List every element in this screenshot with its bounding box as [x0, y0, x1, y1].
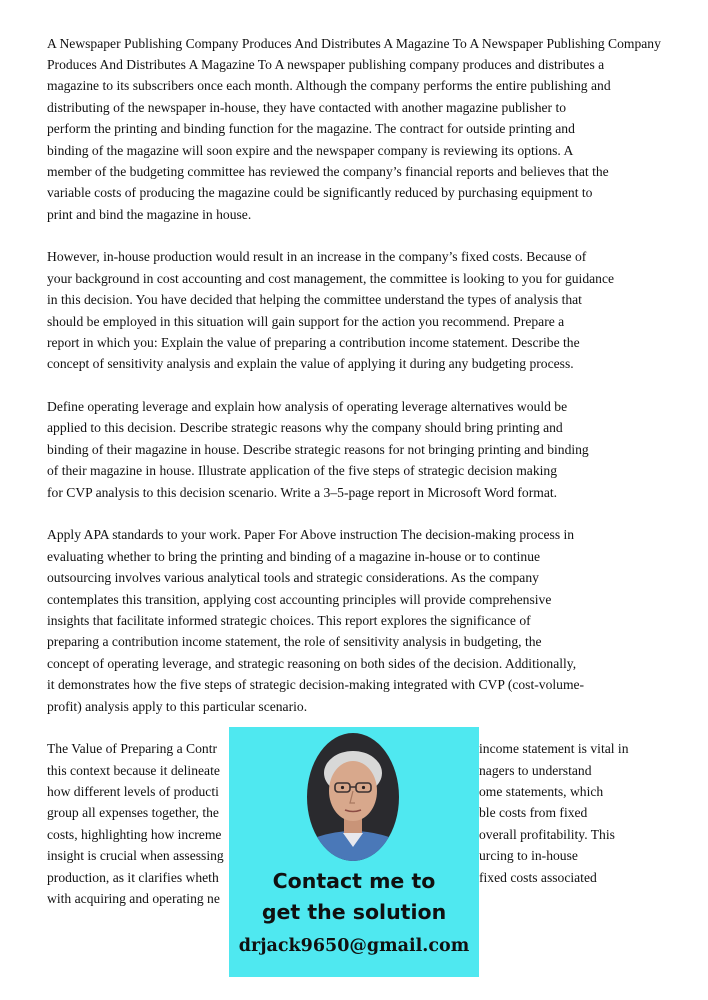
text-line: for CVP analysis to this decision scenario. Write a 3–5-page report in Microsoft Word format. [47, 485, 558, 500]
ad-heading-line1: Contact me to [272, 869, 436, 893]
text-line: Produces And Distributes A Magazine To A newspaper publishing company produces and distributes a [47, 57, 605, 72]
text-line: in this decision. You have decided that helping the committee understand the types of analysis that [47, 292, 582, 307]
text-line: evaluating whether to bring the printing and binding of a magazine in-house or to continue [47, 549, 541, 564]
text-line-right: urcing to in-house [479, 848, 578, 863]
text-line: concept of sensitivity analysis and explain the value of applying it during any budgeting process. [47, 356, 574, 371]
text-line: report in which you: Explain the value of preparing a contribution income statement. Describe the [47, 335, 580, 350]
text-line: it demonstrates how the five steps of strategic decision-making integrated with CVP (cost-volume- [47, 677, 585, 692]
text-line-right: ble costs from fixed [479, 805, 588, 820]
text-line: profit) analysis apply to this particular scenario. [47, 699, 308, 714]
text-line: concept of operating leverage, and strategic reasoning on both sides of the decision. Additionally, [47, 656, 577, 671]
text-line: preparing a contribution income statement, the role of sensitivity analysis in budgeting, the [47, 634, 542, 649]
text-line: production, as it clarifies wheth [47, 870, 219, 885]
text-line: applied to this decision. Describe strategic reasons why the company should bring printing and [47, 420, 563, 435]
text-line: your background in cost accounting and cost management, the committee is looking to you for guidance [47, 271, 615, 286]
text-line: member of the budgeting committee has reviewed the company’s financial reports and believes that the [47, 164, 609, 179]
text-line: costs, highlighting how increme [47, 827, 222, 842]
text-line: insight is crucial when assessing [47, 848, 224, 863]
text-line: variable costs of producing the magazine could be significantly reduced by purchasing equipment to [47, 185, 593, 200]
text-line: how different levels of producti [47, 784, 219, 799]
text-line: outsourcing involves various analytical tools and strategic considerations. As the company [47, 570, 539, 585]
text-line: of their magazine in house. Illustrate application of the five steps of strategic decision making [47, 463, 557, 478]
text-line: binding of the magazine will soon expire and the newspaper company is reviewing its options. A [47, 143, 574, 158]
text-line: binding of their magazine in house. Describe strategic reasons for not bringing printing and binding [47, 442, 589, 457]
text-line: Define operating leverage and explain how analysis of operating leverage alternatives would be [47, 399, 568, 414]
text-line-right: nagers to understand [479, 763, 592, 778]
text-line: should be employed in this situation will gain support for the action you recommend. Prepare a [47, 314, 565, 329]
text-line: Apply APA standards to your work. Paper For Above instruction The decision-making process in [47, 527, 575, 542]
text-line-right: fixed costs associated [479, 870, 597, 885]
ad-heading-line2: get the solution [261, 900, 447, 924]
person-portrait-icon [307, 733, 399, 861]
text-line: magazine to its subscribers once each month. Although the company performs the entire publishing and [47, 78, 611, 93]
contact-ad-banner[interactable] [229, 727, 479, 977]
text-line: A Newspaper Publishing Company Produces And Distributes A Magazine To A Newspaper Publishing Company [47, 36, 661, 51]
contact-email-link[interactable]: drjack9650@gmail.com [238, 936, 470, 956]
text-line: distributing of the newspaper in-house, they have contacted with another magazine publisher to [47, 100, 567, 115]
text-line: this context because it delineate [47, 763, 220, 778]
text-line: insights that facilitate informed strategic choices. This report explores the significance of [47, 613, 531, 628]
text-line: perform the printing and binding function for the magazine. The contract for outside printing and [47, 121, 575, 136]
text-line: with acquiring and operating ne [47, 891, 220, 906]
text-line: However, in-house production would result in an increase in the company’s fixed costs. Because of [47, 249, 587, 264]
text-line: The Value of Preparing a Contr [47, 741, 218, 756]
text-line: group all expenses together, the [47, 805, 219, 820]
text-line-right: ome statements, which [479, 784, 604, 799]
text-line-right: income statement is vital in [479, 741, 629, 756]
text-line-right: overall profitability. This [479, 827, 615, 842]
text-line: print and bind the magazine in house. [47, 207, 252, 222]
text-line: contemplates this transition, applying cost accounting principles will provide comprehensive [47, 592, 552, 607]
